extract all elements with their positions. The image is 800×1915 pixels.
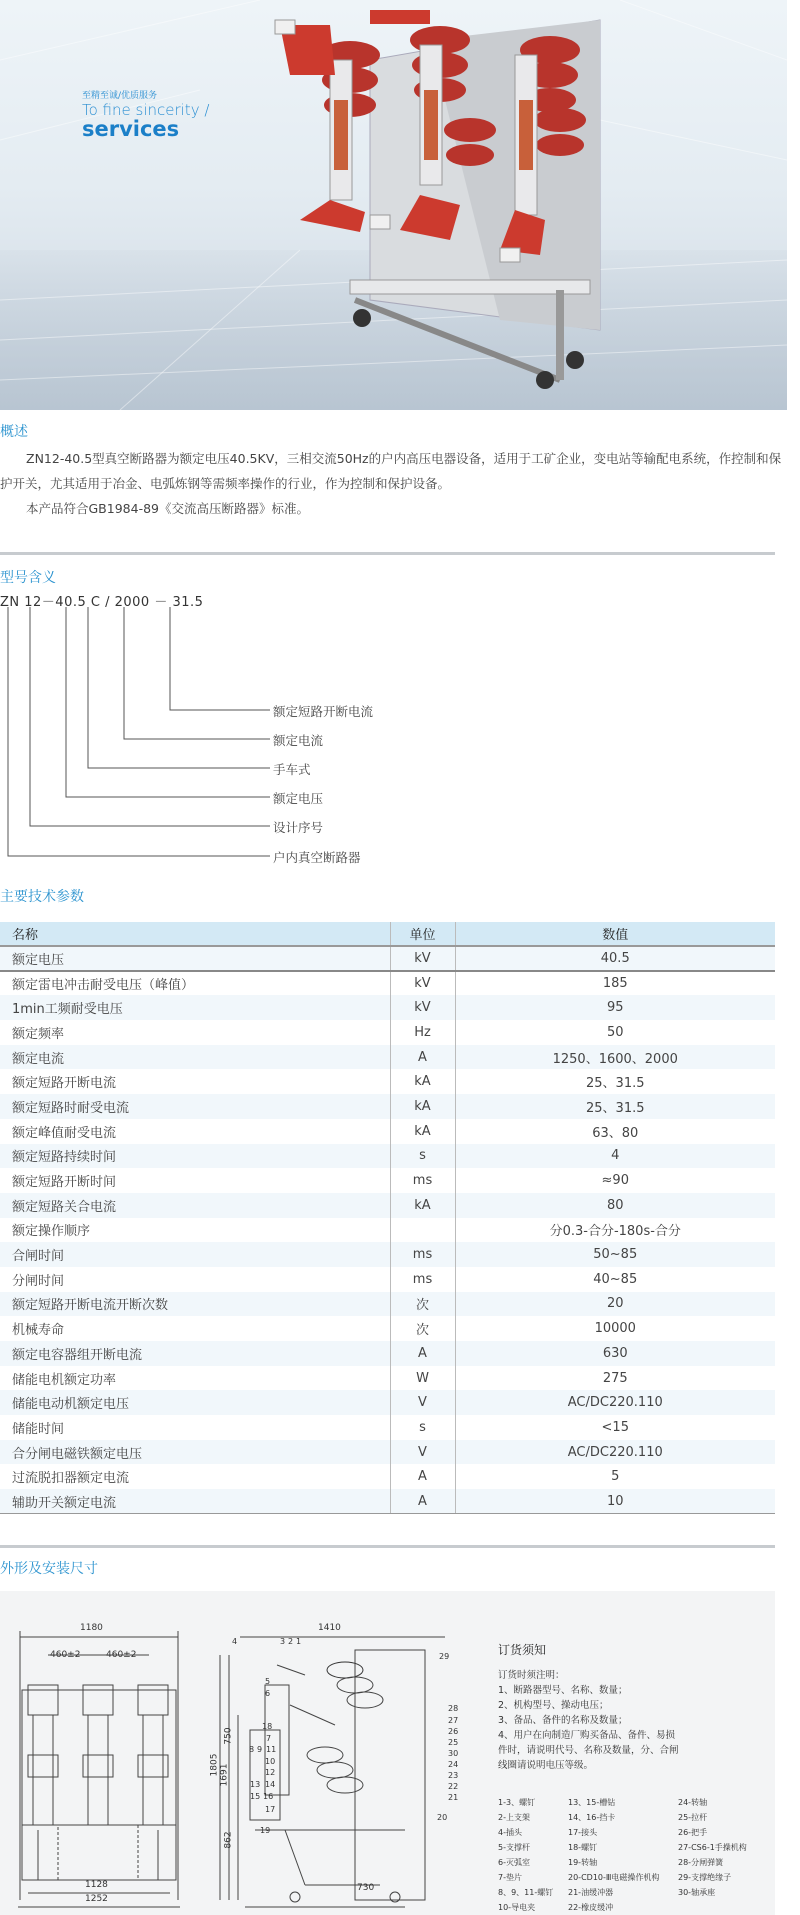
param-value: 50~85	[455, 1242, 775, 1267]
model-label: 额定电流	[273, 733, 324, 748]
table-row	[0, 1069, 775, 1094]
callout: 10	[265, 1757, 276, 1766]
section-divider	[0, 1545, 775, 1548]
table-row	[0, 971, 775, 996]
section-divider	[0, 552, 775, 555]
param-unit: kV	[390, 995, 455, 1020]
part-item: 29-支撑绝缘子	[678, 1873, 732, 1882]
order-line: 2、机构型号、操动电压；	[498, 1700, 609, 1711]
part-item: 1-3、螺钉	[498, 1798, 536, 1807]
table-row	[0, 1440, 775, 1465]
param-value: 分0.3-合分-180s-合分	[549, 1224, 681, 1240]
part-item: 5-支撑杆	[498, 1843, 530, 1852]
param-name: 合分闸电磁铁额定电压	[0, 1440, 390, 1465]
param-unit: A	[390, 1464, 455, 1489]
overview-title: 概述	[0, 424, 28, 440]
param-value: 40~85	[593, 1271, 638, 1287]
param-value: 10000	[594, 1321, 636, 1337]
param-value: 10	[455, 1489, 775, 1514]
table-row	[0, 1020, 775, 1045]
callout: 30	[448, 1749, 459, 1758]
part-item: 2-上支架	[498, 1813, 530, 1822]
part-item: 14、16-挡卡	[568, 1813, 616, 1822]
part-item: 6-灭弧室	[498, 1858, 530, 1867]
order-line: 1、断路器型号、名称、数量；	[498, 1685, 628, 1696]
param-value: 95	[455, 995, 775, 1020]
dim-side-base: 730	[357, 1883, 375, 1893]
side-view-drawing	[205, 1615, 465, 1915]
param-value: AC/DC220.110	[455, 1390, 775, 1415]
part-item: 27-CS6-1手操机构	[678, 1843, 747, 1852]
dim-front-base1: 1128	[85, 1880, 108, 1890]
param-value: 50	[606, 1024, 624, 1040]
part-item: 25-拉杆	[678, 1813, 708, 1822]
model-title: 型号含义	[0, 570, 56, 586]
dim-side-width: 1410	[318, 1623, 341, 1633]
param-unit: 次	[390, 1316, 455, 1341]
callout: 7	[266, 1734, 272, 1743]
callout: 22	[448, 1782, 459, 1791]
param-name: 额定电压	[0, 946, 390, 971]
table-row	[0, 1242, 775, 1267]
param-unit: Hz	[390, 1020, 455, 1045]
callout: 16	[263, 1792, 274, 1801]
param-name: 额定频率	[12, 1026, 65, 1042]
part-item: 22-橡皮缓冲	[568, 1903, 614, 1912]
params-title: 主要技术参数	[0, 889, 84, 905]
callout: 21	[448, 1793, 459, 1802]
dim-front-pitch-a: 460±2	[50, 1650, 81, 1660]
dim-side-h3: 862	[223, 1831, 234, 1849]
table-row	[0, 1168, 775, 1193]
param-value: AC/DC220.110	[455, 1440, 775, 1465]
param-unit: A	[390, 1489, 455, 1514]
param-name: 过流脱扣器额定电流	[12, 1471, 130, 1487]
param-value: 80	[455, 1193, 775, 1218]
standard-paragraph: 本产品符合GB1984-89《交流高压断路器》标准。	[26, 501, 309, 516]
table-row	[0, 1119, 775, 1144]
param-value: 25、31.5	[586, 1076, 645, 1092]
param-name: 储能电机额定功率	[12, 1372, 117, 1388]
part-item: 19-转轴	[568, 1858, 598, 1867]
param-unit: ms	[390, 1242, 455, 1267]
param-name: 额定操作顺序	[12, 1224, 91, 1240]
overview-paragraph: ZN12-40.5型真空断路器为额定电压40.5KV，三相交流50Hz的户内高压电器设备，适用于工矿企业，变电站等输配电系统，作控制和保护开关，尤其适用于冶金、电弧炼钢等需频率操作的行业，作为控制和保护设备。	[0, 451, 782, 491]
param-value: 25、31.5	[455, 1094, 775, 1119]
dim-side-height: 1805	[209, 1753, 220, 1777]
param-name: 额定短路开断电流开断次数	[0, 1292, 390, 1317]
callout: 27	[448, 1716, 459, 1725]
table-header-name: 名称	[0, 922, 390, 946]
param-name: 1min工频耐受电压	[0, 995, 390, 1020]
hero-tagline-en: To fine sincerity /	[82, 101, 210, 119]
table-row	[0, 1366, 775, 1391]
part-item: 7-垫片	[498, 1873, 522, 1882]
model-label: 手车式	[273, 762, 311, 777]
part-item: 10-导电夹	[498, 1903, 536, 1912]
callout: 13	[250, 1780, 261, 1789]
param-name: 机械寿命	[12, 1323, 65, 1339]
part-item: 26-把手	[678, 1828, 708, 1837]
param-value: 20	[455, 1292, 775, 1317]
param-unit: kA	[390, 1069, 455, 1094]
param-unit: s	[390, 1144, 455, 1169]
part-item: 8、9、11-螺钉	[498, 1888, 554, 1897]
callout: 5	[265, 1677, 271, 1686]
param-value: 5	[611, 1469, 620, 1485]
table-row	[0, 1489, 775, 1514]
param-unit: A	[390, 1045, 455, 1070]
circuit-breaker-illustration	[0, 0, 787, 410]
table-header-unit: 单位	[390, 922, 455, 946]
param-name: 额定电容器组开断电流	[0, 1341, 390, 1366]
model-label: 额定短路开断电流	[273, 704, 374, 719]
callout: 15	[250, 1792, 261, 1801]
dim-front-width: 1180	[80, 1623, 103, 1633]
callout: 11	[266, 1745, 277, 1754]
hero-tagline-cn: 至精至诚/优质服务	[82, 91, 158, 101]
table-row	[0, 1390, 775, 1415]
order-line: 3、备品、备件的名称及数量；	[498, 1715, 628, 1726]
table-row	[0, 995, 775, 1020]
model-label: 户内真空断路器	[273, 850, 361, 865]
dim-side-h2: 750	[223, 1727, 234, 1745]
param-value: <15	[601, 1419, 629, 1435]
callout: 9	[257, 1745, 263, 1754]
model-code: ZN 12－40.5 C / 2000 － 31.5	[0, 595, 204, 610]
table-row	[0, 1341, 775, 1366]
param-value: 185	[602, 976, 628, 992]
param-name: 额定电流	[0, 1045, 390, 1070]
callout: 17	[265, 1805, 276, 1814]
param-unit: ms	[390, 1168, 455, 1193]
table-row	[0, 1193, 775, 1218]
hero-tagline-services: services	[82, 117, 180, 141]
param-unit: A	[390, 1341, 455, 1366]
dim-front-pitch-b: 460±2	[106, 1650, 137, 1660]
model-label: 额定电压	[273, 791, 324, 806]
callout: 24	[448, 1760, 459, 1769]
table-row	[0, 1415, 775, 1440]
table-row	[0, 1218, 775, 1243]
param-unit: V	[390, 1390, 455, 1415]
param-name: 辅助开关额定电流	[0, 1489, 390, 1514]
param-unit: W	[390, 1366, 455, 1391]
order-line: 件时，请说明代号、名称及数量，分、合闸	[498, 1745, 679, 1756]
model-label: 设计序号	[273, 820, 324, 835]
table-row	[0, 1094, 775, 1119]
param-value: 63、80	[592, 1125, 639, 1141]
order-line: 订货时须注明：	[498, 1670, 565, 1681]
param-unit: s	[390, 1415, 455, 1440]
param-name: 储能电动机额定电压	[0, 1390, 390, 1415]
callout: 26	[448, 1727, 459, 1736]
table-row	[0, 1292, 775, 1317]
order-line: 4、用户在向制造厂购买备品、备件、易损	[498, 1730, 676, 1741]
part-item: 13、15-槽钻	[568, 1798, 616, 1807]
param-name: 储能时间	[12, 1421, 65, 1437]
param-name: 合闸时间	[0, 1242, 390, 1267]
dim-front-base2: 1252	[85, 1894, 108, 1904]
callout: 18	[262, 1722, 273, 1731]
table-row	[0, 1316, 775, 1341]
part-item: 4-插头	[498, 1828, 522, 1837]
front-view-drawing	[8, 1615, 193, 1915]
param-unit: ms	[390, 1267, 455, 1292]
callout: 28	[448, 1704, 459, 1713]
param-name: 额定短路关合电流	[0, 1193, 390, 1218]
param-unit: kA	[390, 1193, 455, 1218]
param-unit: kV	[390, 946, 455, 971]
param-unit: 次	[390, 1292, 455, 1317]
param-name: 额定短路持续时间	[0, 1144, 390, 1169]
callout: 20	[437, 1813, 448, 1822]
part-item: 21-油缓冲器	[568, 1888, 614, 1897]
table-header-value: 数值	[455, 922, 775, 946]
param-value: 4	[455, 1144, 775, 1169]
table-row	[0, 946, 775, 971]
dim-side-h1: 1691	[219, 1763, 230, 1787]
part-item: 24-转轴	[678, 1798, 708, 1807]
param-name: 额定短路时耐受电流	[0, 1094, 390, 1119]
param-name: 额定雷电冲击耐受电压（峰值）	[12, 978, 195, 994]
callout: 19	[260, 1826, 271, 1835]
param-value: 275	[602, 1370, 628, 1386]
callout: 2	[288, 1637, 294, 1646]
order-line: 线圈请说明电压等级。	[498, 1760, 594, 1771]
param-name: 分闸时间	[12, 1273, 65, 1289]
dims-title: 外形及安装尺寸	[0, 1561, 98, 1577]
param-name: 额定短路开断时间	[12, 1175, 117, 1191]
callout: 23	[448, 1771, 459, 1780]
param-value: 40.5	[455, 946, 775, 971]
callout: 25	[448, 1738, 459, 1747]
callout: 12	[265, 1768, 276, 1777]
param-unit	[390, 1218, 455, 1243]
param-name: 额定短路开断电流	[12, 1076, 117, 1092]
part-item: 30-轴承座	[678, 1888, 716, 1897]
callout: 3	[280, 1637, 286, 1646]
model-leader-lines	[0, 605, 280, 885]
callout: 4	[232, 1637, 238, 1646]
param-unit: kV	[390, 971, 455, 996]
callout: 29	[439, 1652, 450, 1661]
hero-banner	[0, 0, 787, 410]
param-name: 额定峰值耐受电流	[12, 1125, 117, 1141]
params-table	[0, 922, 775, 1514]
order-title: 订货须知	[498, 1643, 547, 1657]
callout: 14	[265, 1780, 276, 1789]
param-unit: kA	[390, 1094, 455, 1119]
part-item: 28-分闸弹簧	[678, 1858, 724, 1867]
table-row	[0, 1267, 775, 1292]
callout: 6	[265, 1689, 271, 1698]
param-unit: kA	[390, 1119, 455, 1144]
param-unit: V	[390, 1440, 455, 1465]
part-item: 17-接头	[568, 1828, 598, 1837]
param-value: ≈90	[601, 1173, 629, 1189]
table-row	[0, 1144, 775, 1169]
table-row	[0, 1045, 775, 1070]
param-value: 1250、1600、2000	[455, 1045, 775, 1070]
table-row	[0, 1464, 775, 1489]
part-item: 18-螺钉	[568, 1843, 598, 1852]
part-item: 20-CD10-Ⅲ电磁操作机构	[568, 1873, 660, 1882]
callout: 8	[249, 1745, 255, 1754]
param-value: 630	[455, 1341, 775, 1366]
callout: 1	[296, 1637, 302, 1646]
